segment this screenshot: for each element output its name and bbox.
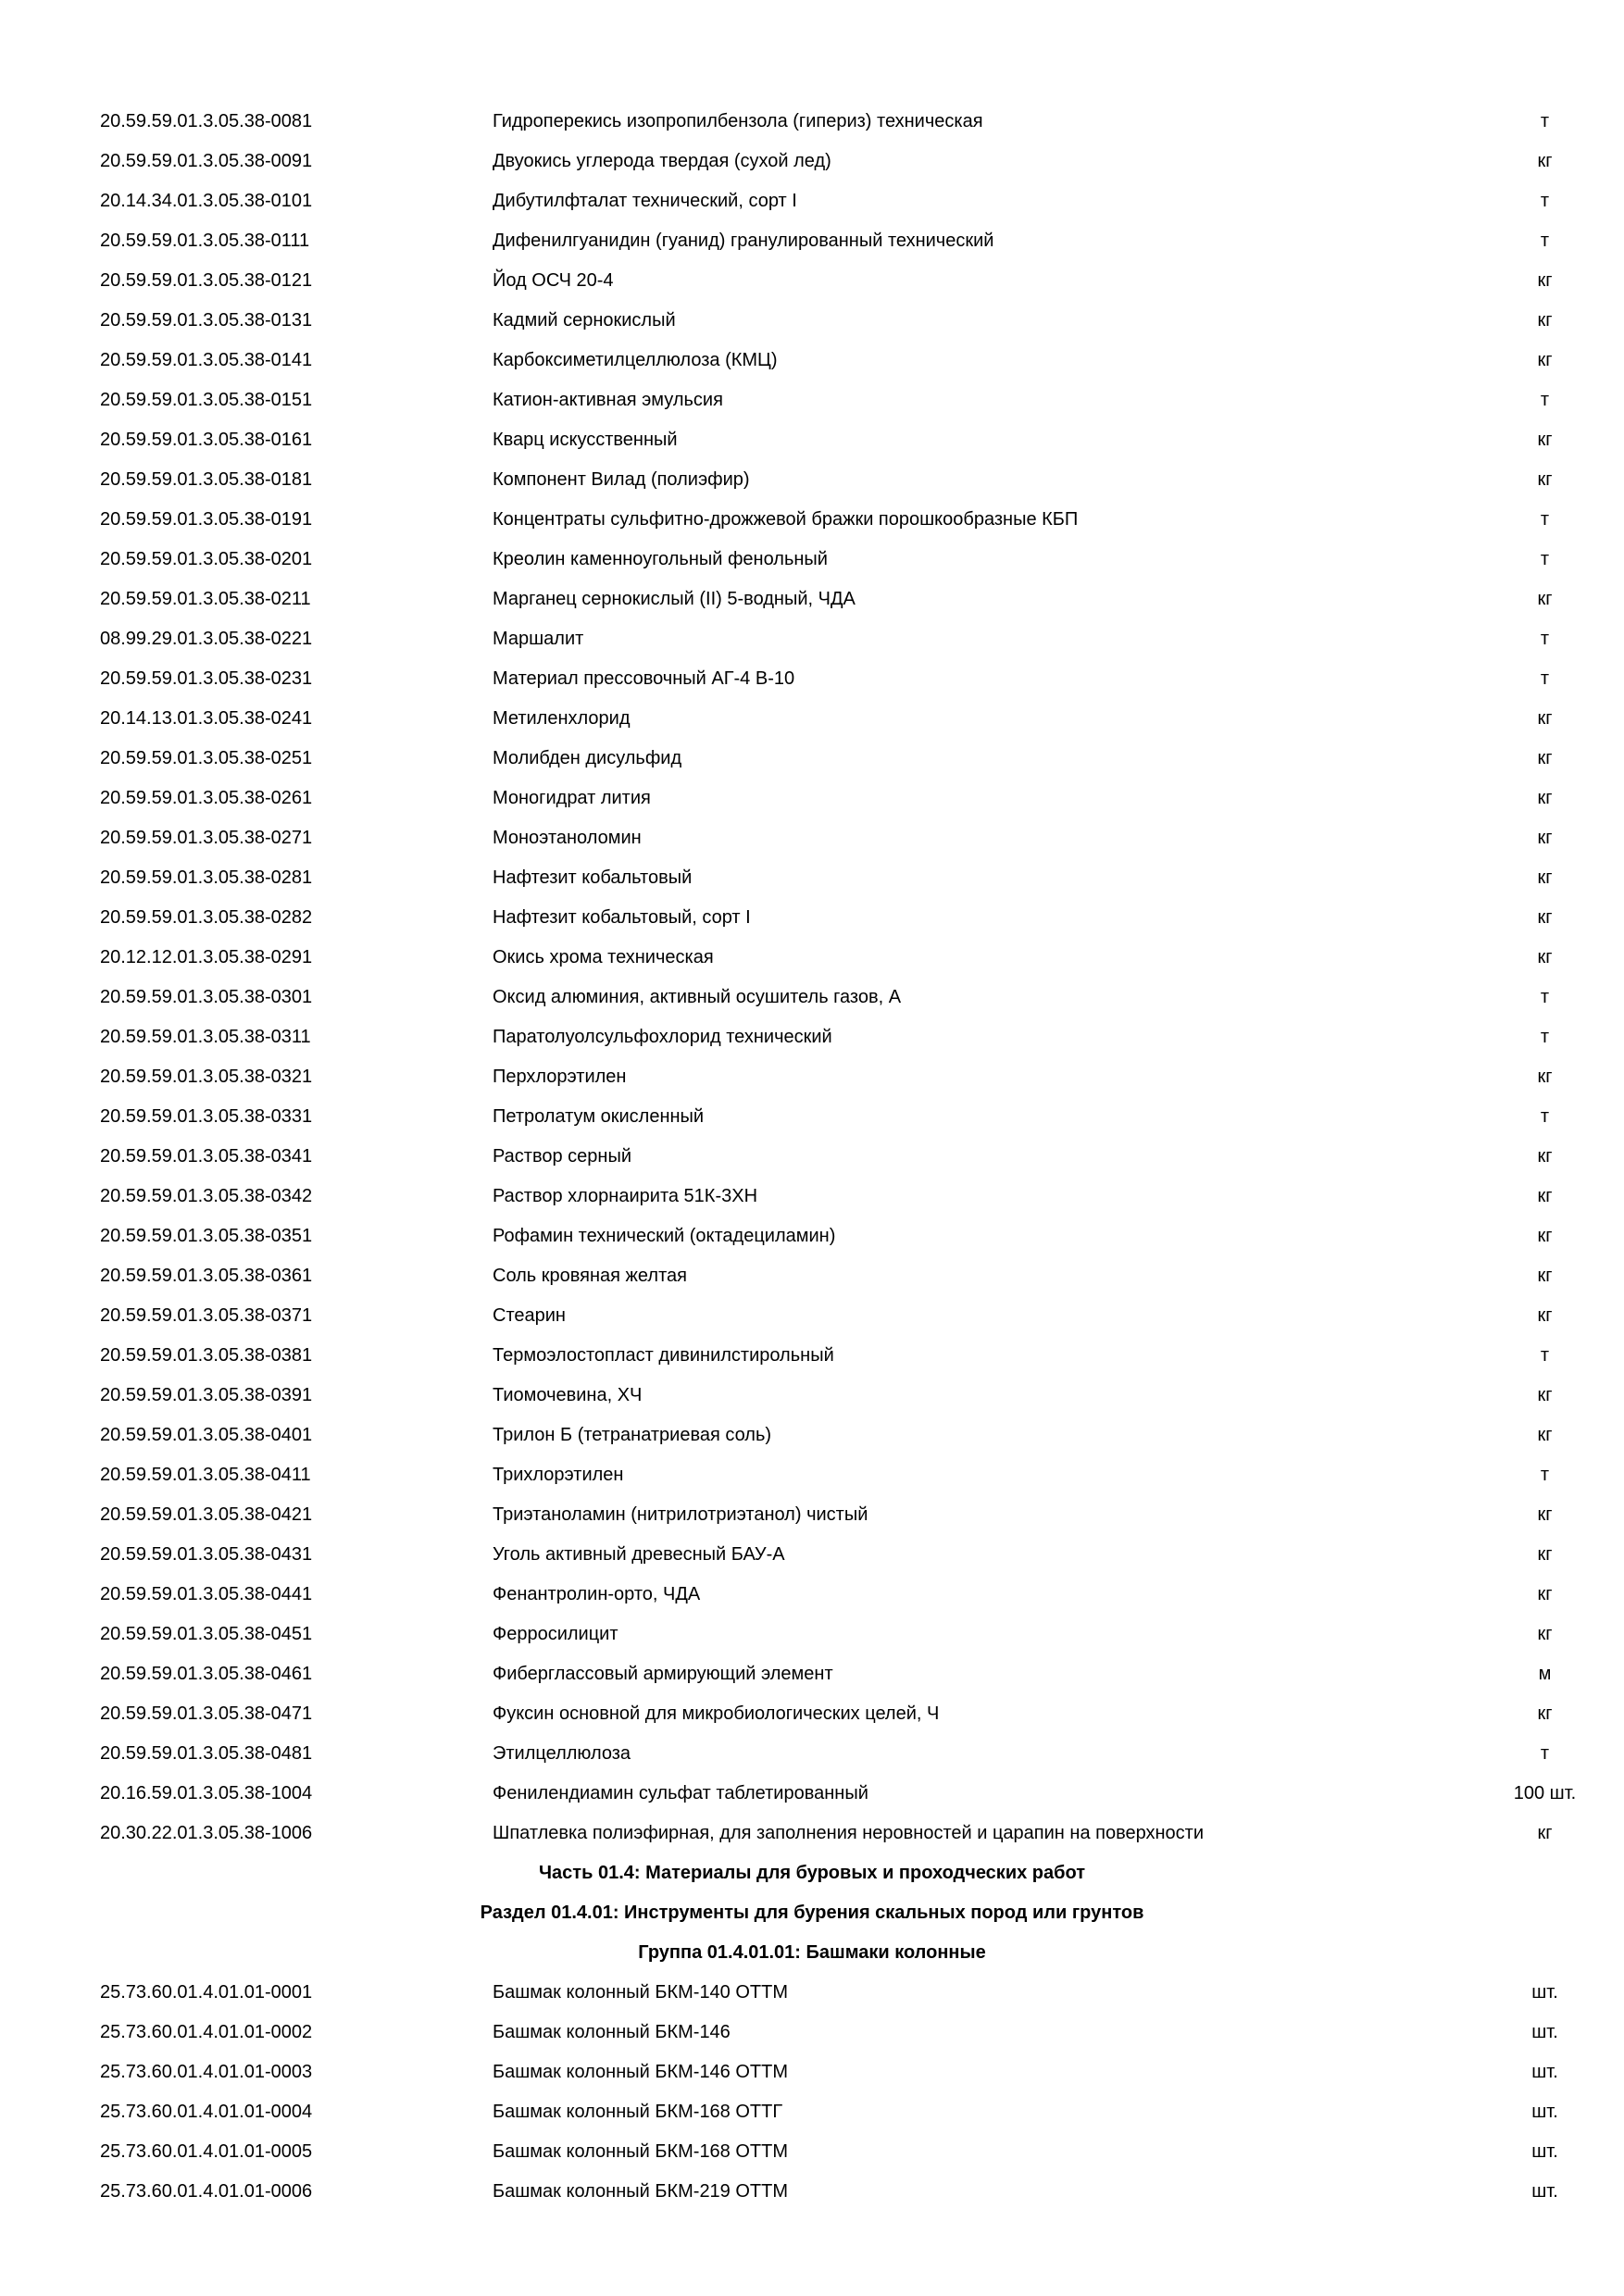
resource-code: 20.59.59.01.3.05.38-0261 [100, 788, 313, 808]
resource-name: Перхлорэтилен [493, 1067, 627, 1087]
resource-name: Карбоксиметилцеллюлоза (КМЦ) [493, 350, 778, 370]
resource-code: 20.59.59.01.3.05.38-0121 [100, 270, 313, 291]
resource-code: 20.59.59.01.3.05.38-0282 [100, 907, 313, 928]
resource-code: 25.73.60.01.4.01.01-0006 [100, 2181, 313, 2202]
unit-of-measure: т [1540, 390, 1550, 410]
table-row [0, 102, 1624, 142]
resource-code: 20.30.22.01.3.05.38-1006 [100, 1823, 313, 1843]
table-row [0, 1017, 1624, 1057]
table-row [0, 261, 1624, 301]
resource-name: Двуокись углерода твердая (сухой лед) [493, 151, 831, 171]
unit-of-measure: т [1540, 111, 1550, 131]
unit-of-measure: кг [1537, 430, 1553, 450]
unit-of-measure: кг [1537, 1504, 1553, 1525]
table-row [0, 381, 1624, 420]
unit-of-measure: шт. [1531, 2102, 1558, 2122]
table-row [0, 1495, 1624, 1535]
table-row [0, 938, 1624, 978]
unit-of-measure: кг [1537, 1624, 1553, 1644]
resource-code: 20.59.59.01.3.05.38-0321 [100, 1067, 313, 1087]
table-row [0, 2013, 1624, 2053]
table-row [0, 1774, 1624, 1814]
table-row [0, 1137, 1624, 1177]
table-row [0, 1535, 1624, 1575]
table-row [0, 1376, 1624, 1416]
unit-of-measure: кг [1537, 1226, 1553, 1246]
table-row [0, 1296, 1624, 1336]
resource-name: Марганец сернокислый (II) 5-водный, ЧДА [493, 589, 856, 609]
resource-code: 20.59.59.01.3.05.38-0201 [100, 549, 313, 569]
resource-name: Нафтезит кобальтовый, сорт I [493, 907, 751, 928]
resource-code: 25.73.60.01.4.01.01-0001 [100, 1982, 313, 2003]
table-row [0, 2092, 1624, 2132]
resource-name: Фенантролин-орто, ЧДА [493, 1584, 701, 1604]
resource-code: 20.59.59.01.3.05.38-0471 [100, 1703, 313, 1724]
resource-name: Концентраты сульфитно-дрожжевой бражки порошкообразные КБП [493, 509, 1079, 530]
resource-code: 20.59.59.01.3.05.38-0311 [100, 1027, 311, 1047]
resource-name: Петролатум окисленный [493, 1106, 705, 1127]
group-heading: Группа 01.4.01.01: Башмаки колонные [638, 1942, 986, 1963]
resource-name: Рофамин технический (октадециламин) [493, 1226, 836, 1246]
resource-name: Креолин каменноугольный фенольный [493, 549, 828, 569]
table-row [0, 818, 1624, 858]
table-row [0, 858, 1624, 898]
resource-code: 20.12.12.01.3.05.38-0291 [100, 947, 313, 967]
resource-code: 20.59.59.01.3.05.38-0211 [100, 589, 311, 609]
unit-of-measure: кг [1537, 1703, 1553, 1724]
resource-name: Триэтаноламин (нитрилотриэтанол) чистый [493, 1504, 868, 1525]
resource-code: 20.59.59.01.3.05.38-0481 [100, 1743, 313, 1764]
unit-of-measure: кг [1537, 350, 1553, 370]
resource-name: Материал прессовочный АГ-4 В-10 [493, 668, 795, 689]
unit-of-measure: кг [1537, 1385, 1553, 1405]
table-row [0, 978, 1624, 1017]
resource-name: Маршалит [493, 629, 584, 649]
resource-code: 20.59.59.01.3.05.38-0441 [100, 1584, 313, 1604]
unit-of-measure: шт. [1531, 2181, 1558, 2202]
resource-code: 20.59.59.01.3.05.38-0301 [100, 987, 313, 1007]
resource-name: Катион-активная эмульсия [493, 390, 723, 410]
table-row [0, 2053, 1624, 2092]
table-row [0, 181, 1624, 221]
resource-code: 20.14.13.01.3.05.38-0241 [100, 708, 313, 729]
resource-name: Термоэлостопласт дивинилстирольный [493, 1345, 834, 1366]
unit-of-measure: кг [1537, 1544, 1553, 1565]
resource-code: 20.59.59.01.3.05.38-0081 [100, 111, 313, 131]
table-row [0, 1256, 1624, 1296]
table-row [0, 460, 1624, 500]
resource-name: Дифенилгуанидин (гуанид) гранулированный технический [493, 231, 994, 251]
resource-name: Трилон Б (тетранатриевая соль) [493, 1425, 772, 1445]
resource-code: 20.59.59.01.3.05.38-0091 [100, 151, 313, 171]
table-row [0, 1177, 1624, 1217]
unit-of-measure: шт. [1531, 1982, 1558, 2003]
table-row [0, 1615, 1624, 1654]
resource-name: Соль кровяная желтая [493, 1266, 687, 1286]
resource-name: Моногидрат лития [493, 788, 651, 808]
table-row [0, 301, 1624, 341]
resource-code: 20.59.59.01.3.05.38-0151 [100, 390, 313, 410]
resource-name: Моноэтаноломин [493, 828, 642, 848]
table-row [0, 420, 1624, 460]
table-row [0, 699, 1624, 739]
resource-code: 20.59.59.01.3.05.38-0361 [100, 1266, 313, 1286]
resource-name: Стеарин [493, 1305, 566, 1326]
resource-name: Йод ОСЧ 20-4 [493, 270, 614, 291]
resource-code: 20.59.59.01.3.05.38-0181 [100, 469, 313, 490]
unit-of-measure: кг [1537, 708, 1553, 729]
resource-name: Трихлорэтилен [493, 1465, 624, 1485]
resource-code: 20.59.59.01.3.05.38-0161 [100, 430, 313, 450]
unit-of-measure: т [1540, 1743, 1550, 1764]
unit-of-measure: кг [1537, 788, 1553, 808]
unit-of-measure: кг [1537, 1823, 1553, 1843]
resource-name: Кадмий сернокислый [493, 310, 676, 331]
part-heading: Часть 01.4: Материалы для буровых и проходческих работ [539, 1863, 1085, 1883]
resource-name: Башмак колонный БКМ-146 [493, 2022, 731, 2042]
table-row [0, 2172, 1624, 2212]
resource-code: 20.59.59.01.3.05.38-0281 [100, 867, 313, 888]
table-row [0, 1057, 1624, 1097]
column-shoe-list [0, 1973, 1624, 2212]
resource-name: Этилцеллюлоза [493, 1743, 631, 1764]
resource-code: 20.59.59.01.3.05.38-0421 [100, 1504, 313, 1525]
resource-code: 20.59.59.01.3.05.38-0131 [100, 310, 313, 331]
table-row [0, 1654, 1624, 1694]
table-row [0, 500, 1624, 540]
resource-name: Оксид алюминия, активный осушитель газов, А [493, 987, 902, 1007]
resource-code: 20.59.59.01.3.05.38-0351 [100, 1226, 313, 1246]
table-row [0, 1694, 1624, 1734]
resource-name: Тиомочевина, ХЧ [493, 1385, 643, 1405]
resource-name: Фиберглассовый армирующий элемент [493, 1664, 833, 1684]
resource-name: Фенилендиамин сульфат таблетированный [493, 1783, 868, 1803]
resource-name: Гидроперекись изопропилбензола (гипериз) техническая [493, 111, 983, 131]
table-row [0, 221, 1624, 261]
unit-of-measure: т [1540, 231, 1550, 251]
unit-of-measure: кг [1537, 1186, 1553, 1206]
table-row [0, 2132, 1624, 2172]
unit-of-measure: шт. [1531, 2141, 1558, 2162]
unit-of-measure: кг [1537, 1067, 1553, 1087]
resource-name: Башмак колонный БКМ-140 ОТТМ [493, 1982, 789, 2003]
table-row [0, 341, 1624, 381]
unit-of-measure: кг [1537, 310, 1553, 331]
unit-of-measure: т [1540, 1345, 1550, 1366]
resource-code: 20.59.59.01.3.05.38-0371 [100, 1305, 313, 1326]
table-row [0, 659, 1624, 699]
resource-name: Нафтезит кобальтовый [493, 867, 693, 888]
resource-name: Ферросилицит [493, 1624, 618, 1644]
table-row [0, 540, 1624, 580]
resource-name: Метиленхлорид [493, 708, 631, 729]
table-row [0, 1217, 1624, 1256]
unit-of-measure: т [1540, 668, 1550, 689]
resource-name: Башмак колонный БКМ-168 ОТТМ [493, 2141, 789, 2162]
unit-of-measure: м [1538, 1664, 1552, 1684]
resource-name: Компонент Вилад (полиэфир) [493, 469, 750, 490]
table-row [0, 779, 1624, 818]
resource-code: 20.59.59.01.3.05.38-0431 [100, 1544, 313, 1565]
unit-of-measure: т [1540, 509, 1550, 530]
unit-of-measure: кг [1537, 1425, 1553, 1445]
resource-name: Башмак колонный БКМ-168 ОТТГ [493, 2102, 783, 2122]
resource-name: Уголь активный древесный БАУ-А [493, 1544, 785, 1565]
unit-of-measure: т [1540, 191, 1550, 211]
unit-of-measure: кг [1537, 1305, 1553, 1326]
section-heading: Раздел 01.4.01: Инструменты для бурения скальных пород или грунтов [480, 1903, 1144, 1923]
resource-code: 20.59.59.01.3.05.38-0461 [100, 1664, 313, 1684]
unit-of-measure: кг [1537, 907, 1553, 928]
unit-of-measure: кг [1537, 589, 1553, 609]
table-row [0, 580, 1624, 619]
resource-code: 25.73.60.01.4.01.01-0002 [100, 2022, 313, 2042]
resource-code: 20.59.59.01.3.05.38-0251 [100, 748, 313, 768]
material-list [0, 102, 1624, 1853]
resource-code: 20.59.59.01.3.05.38-0451 [100, 1624, 313, 1644]
unit-of-measure: 100 шт. [1513, 1783, 1577, 1803]
unit-of-measure: кг [1537, 867, 1553, 888]
unit-of-measure: кг [1537, 947, 1553, 967]
table-row [0, 898, 1624, 938]
resource-name: Дибутилфталат технический, сорт I [493, 191, 797, 211]
table-row [0, 739, 1624, 779]
resource-code: 08.99.29.01.3.05.38-0221 [100, 629, 313, 649]
resource-code: 25.73.60.01.4.01.01-0004 [100, 2102, 313, 2122]
unit-of-measure: кг [1537, 828, 1553, 848]
resource-code: 20.59.59.01.3.05.38-0411 [100, 1465, 311, 1485]
resource-code: 20.16.59.01.3.05.38-1004 [100, 1783, 313, 1803]
resource-name: Кварц искусственный [493, 430, 678, 450]
table-row [0, 1575, 1624, 1615]
resource-code: 20.59.59.01.3.05.38-0141 [100, 350, 313, 370]
unit-of-measure: т [1540, 1027, 1550, 1047]
resource-name: Молибден дисульфид [493, 748, 682, 768]
resource-code: 25.73.60.01.4.01.01-0003 [100, 2062, 313, 2082]
unit-of-measure: кг [1537, 469, 1553, 490]
resource-code: 20.59.59.01.3.05.38-0111 [100, 231, 310, 251]
table-row [0, 1097, 1624, 1137]
resource-name: Башмак колонный БКМ-146 ОТТМ [493, 2062, 789, 2082]
unit-of-measure: кг [1537, 1266, 1553, 1286]
resource-code: 20.59.59.01.3.05.38-0381 [100, 1345, 313, 1366]
resource-code: 20.59.59.01.3.05.38-0191 [100, 509, 313, 530]
table-row [0, 1973, 1624, 2013]
table-row [0, 1416, 1624, 1455]
unit-of-measure: кг [1537, 748, 1553, 768]
document-page [0, 102, 1624, 2212]
resource-code: 20.59.59.01.3.05.38-0331 [100, 1106, 313, 1127]
unit-of-measure: шт. [1531, 2022, 1558, 2042]
resource-name: Паратолуолсульфохлорид технический [493, 1027, 832, 1047]
resource-name: Шпатлевка полиэфирная, для заполнения неровностей и царапин на поверхности [493, 1823, 1204, 1843]
resource-code: 20.59.59.01.3.05.38-0342 [100, 1186, 313, 1206]
resource-code: 20.59.59.01.3.05.38-0271 [100, 828, 313, 848]
unit-of-measure: кг [1537, 1584, 1553, 1604]
resource-code: 25.73.60.01.4.01.01-0005 [100, 2141, 313, 2162]
table-row [0, 1734, 1624, 1774]
table-row [0, 1814, 1624, 1853]
table-row [0, 1455, 1624, 1495]
unit-of-measure: т [1540, 987, 1550, 1007]
resource-code: 20.59.59.01.3.05.38-0401 [100, 1425, 313, 1445]
resource-name: Раствор серный [493, 1146, 631, 1167]
resource-name: Окись хрома техническая [493, 947, 714, 967]
unit-of-measure: шт. [1531, 2062, 1558, 2082]
table-row [0, 1336, 1624, 1376]
table-row [0, 619, 1624, 659]
unit-of-measure: кг [1537, 1146, 1553, 1167]
unit-of-measure: кг [1537, 151, 1553, 171]
unit-of-measure: т [1540, 629, 1550, 649]
resource-code: 20.14.34.01.3.05.38-0101 [100, 191, 313, 211]
resource-code: 20.59.59.01.3.05.38-0231 [100, 668, 313, 689]
resource-name: Башмак колонный БКМ-219 ОТТМ [493, 2181, 789, 2202]
unit-of-measure: кг [1537, 270, 1553, 291]
resource-code: 20.59.59.01.3.05.38-0391 [100, 1385, 313, 1405]
unit-of-measure: т [1540, 1465, 1550, 1485]
table-row [0, 142, 1624, 181]
resource-name: Раствор хлорнаирита 51К-3ХН [493, 1186, 758, 1206]
resource-code: 20.59.59.01.3.05.38-0341 [100, 1146, 313, 1167]
resource-name: Фуксин основной для микробиологических целей, Ч [493, 1703, 940, 1724]
unit-of-measure: т [1540, 1106, 1550, 1127]
unit-of-measure: т [1540, 549, 1550, 569]
